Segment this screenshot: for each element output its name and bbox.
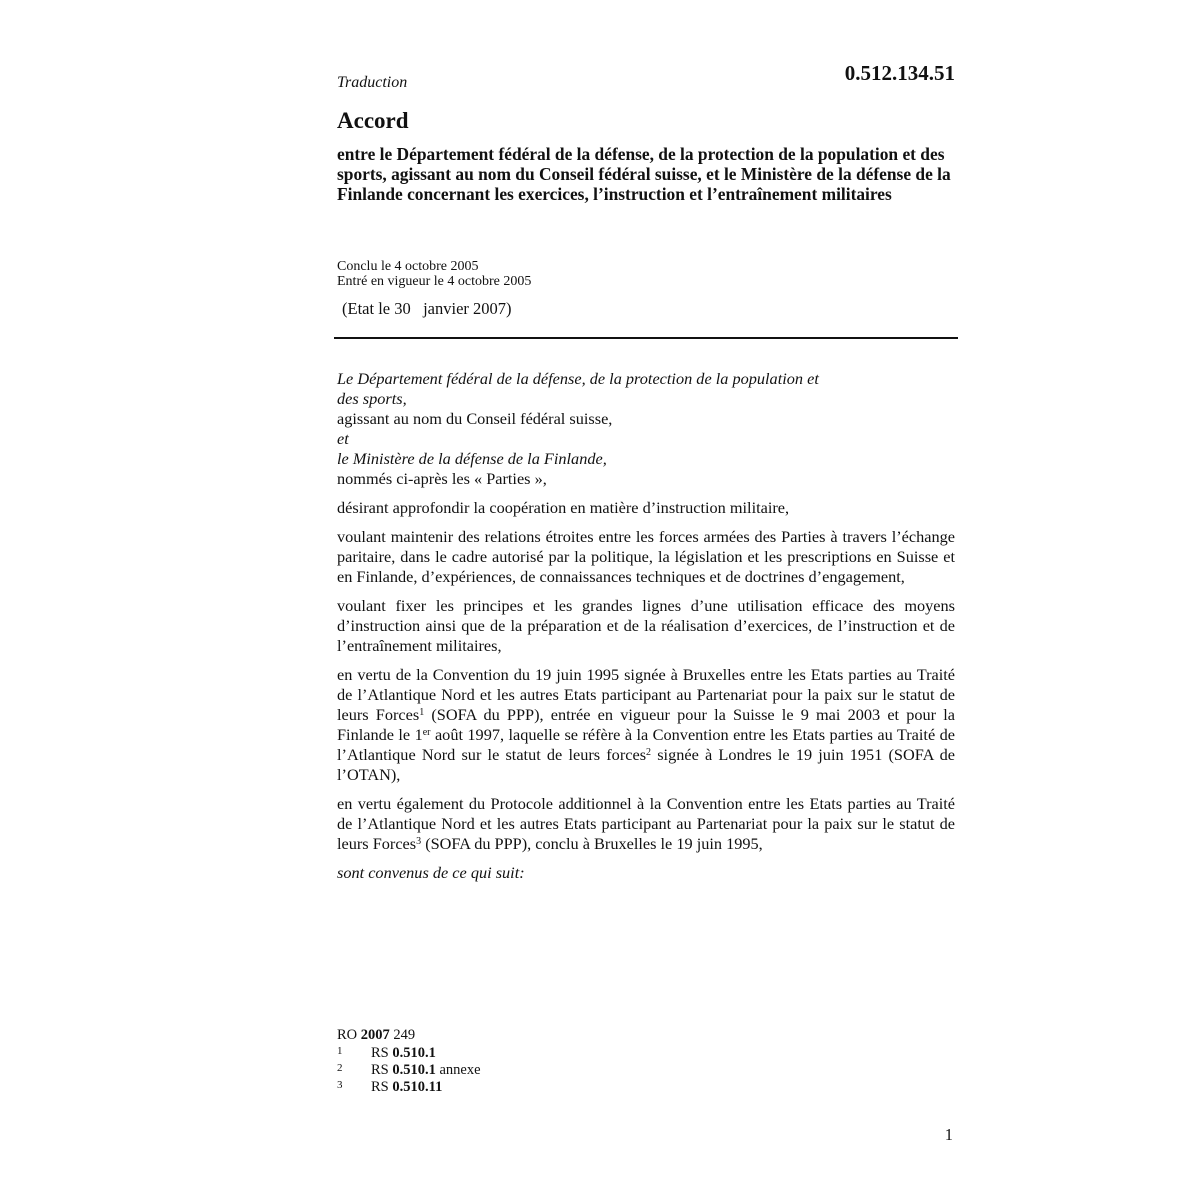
parties-definition: nommés ci-après les « Parties »,	[337, 469, 547, 488]
footnote-prefix: RS	[371, 1079, 389, 1095]
footnote-text	[371, 1062, 481, 1079]
footnote-link[interactable]: 0.510.1	[392, 1045, 436, 1061]
document-title: Accord	[337, 108, 409, 133]
in-force-date: Entré en vigueur le 4 octobre 2005	[337, 274, 532, 289]
footnote-prefix: RS	[371, 1062, 389, 1078]
footnote-item	[337, 1062, 481, 1079]
ro-page: 249	[393, 1027, 416, 1043]
footnote-ref-1[interactable]: 1	[419, 707, 425, 718]
concluded-date: Conclu le 4 octobre 2005	[337, 259, 479, 274]
translation-label: Traduction	[337, 74, 408, 91]
recital-convention-text: en vertu de la Convention du 19 juin 1995 signée à Bruxelles entre les Etats parties au Traité de l’Atlantique Nord et les autres Etats participant au Partenariat pour la paix sur le statut de leurs Forces	[337, 665, 955, 724]
recital-convention-text: août 1997, laquelle se réfère à la Convention entre les Etats parties au Traité de l’Atlantique Nord sur le statut de leurs forces	[337, 725, 955, 764]
party1-acting: agissant au nom du Conseil fédéral suisse,	[337, 409, 613, 428]
footnote-number: 3	[337, 1079, 343, 1091]
footnote-item	[337, 1079, 443, 1096]
document-subtitle: entre le Département fédéral de la défense, de la protection de la population et des sports, agissant au nom du Conseil fédéral suisse, et le Ministère de la défense de la Finlande concernant les exercices, l’instruction et l’entraînement militaires	[337, 144, 951, 204]
conjunction-et: et	[337, 429, 349, 448]
party2-name: le Ministère de la défense de la Finlande,	[337, 449, 607, 468]
preamble	[337, 369, 955, 883]
sr-number: 0.512.134.51	[844, 61, 955, 85]
recital-relations: voulant maintenir des relations étroites entre les forces armées des Parties à travers l’échange paritaire, dans le cadre autorisé par la politique, la législation et les prescriptions en Suisse et en Finlande, d’expériences, de connaissances techniques et de doctrines d’engagement,	[337, 527, 955, 586]
footnote-link[interactable]: 0.510.1	[392, 1062, 436, 1078]
footnote-number: 2	[337, 1062, 343, 1074]
ro-prefix: RO	[337, 1027, 358, 1043]
footnote-ref-2[interactable]: 2	[646, 747, 652, 758]
footnote-link[interactable]: 0.510.11	[392, 1079, 443, 1095]
footnote-item	[337, 1045, 436, 1062]
footnote-number: 1	[337, 1045, 343, 1057]
footnote-text	[371, 1079, 442, 1096]
ro-year: 2007	[360, 1027, 390, 1043]
recital-convention-text: (SOFA du PPP), entrée en vigueur pour la Suisse le 9 mai 2003 et pour la Finlande le 1	[337, 705, 955, 744]
dates-block	[337, 259, 531, 289]
recital-desiring: désirant approfondir la coopération en matière d’instruction militaire,	[337, 498, 790, 517]
agreement-clause: sont convenus de ce qui suit:	[337, 863, 525, 882]
footnotes	[337, 1027, 481, 1096]
footnote-suffix: annexe	[439, 1062, 481, 1078]
footnote-text	[371, 1045, 436, 1062]
recital-protocol-text: (SOFA du PPP), conclu à Bruxelles le 19 juin 1995,	[421, 834, 763, 853]
header-divider	[334, 337, 958, 339]
ordinal-suffix: er	[422, 727, 431, 738]
recital-protocol-text: en vertu également du Protocole additionnel à la Convention entre les Etats parties au Traité de l’Atlantique Nord et les autres Etats participant au Partenariat pour la paix sur le statut de leurs Forces	[337, 794, 955, 853]
recital-convention-text: signée à Londres le 19 juin 1951 (SOFA de l’OTAN),	[337, 745, 955, 784]
status-date: (Etat le 30 janvier 2007)	[342, 299, 512, 318]
page-number: 1	[944, 1125, 953, 1144]
footnote-prefix: RS	[371, 1045, 389, 1061]
party1-name: Le Département fédéral de la défense, de la protection de la population et des sports,	[337, 369, 819, 408]
recital-convention	[337, 665, 955, 785]
document-page	[337, 0, 955, 1200]
recital-protocol	[337, 794, 955, 854]
footnote-ref-3[interactable]: 3	[416, 836, 422, 847]
ro-reference	[337, 1027, 415, 1045]
recital-principles: voulant fixer les principes et les grandes lignes d’une utilisation efficace des moyens d’instruction ainsi que de la préparation et de la réalisation d’exercices, de l’instruction et de l’entraînement militaires,	[337, 596, 955, 655]
